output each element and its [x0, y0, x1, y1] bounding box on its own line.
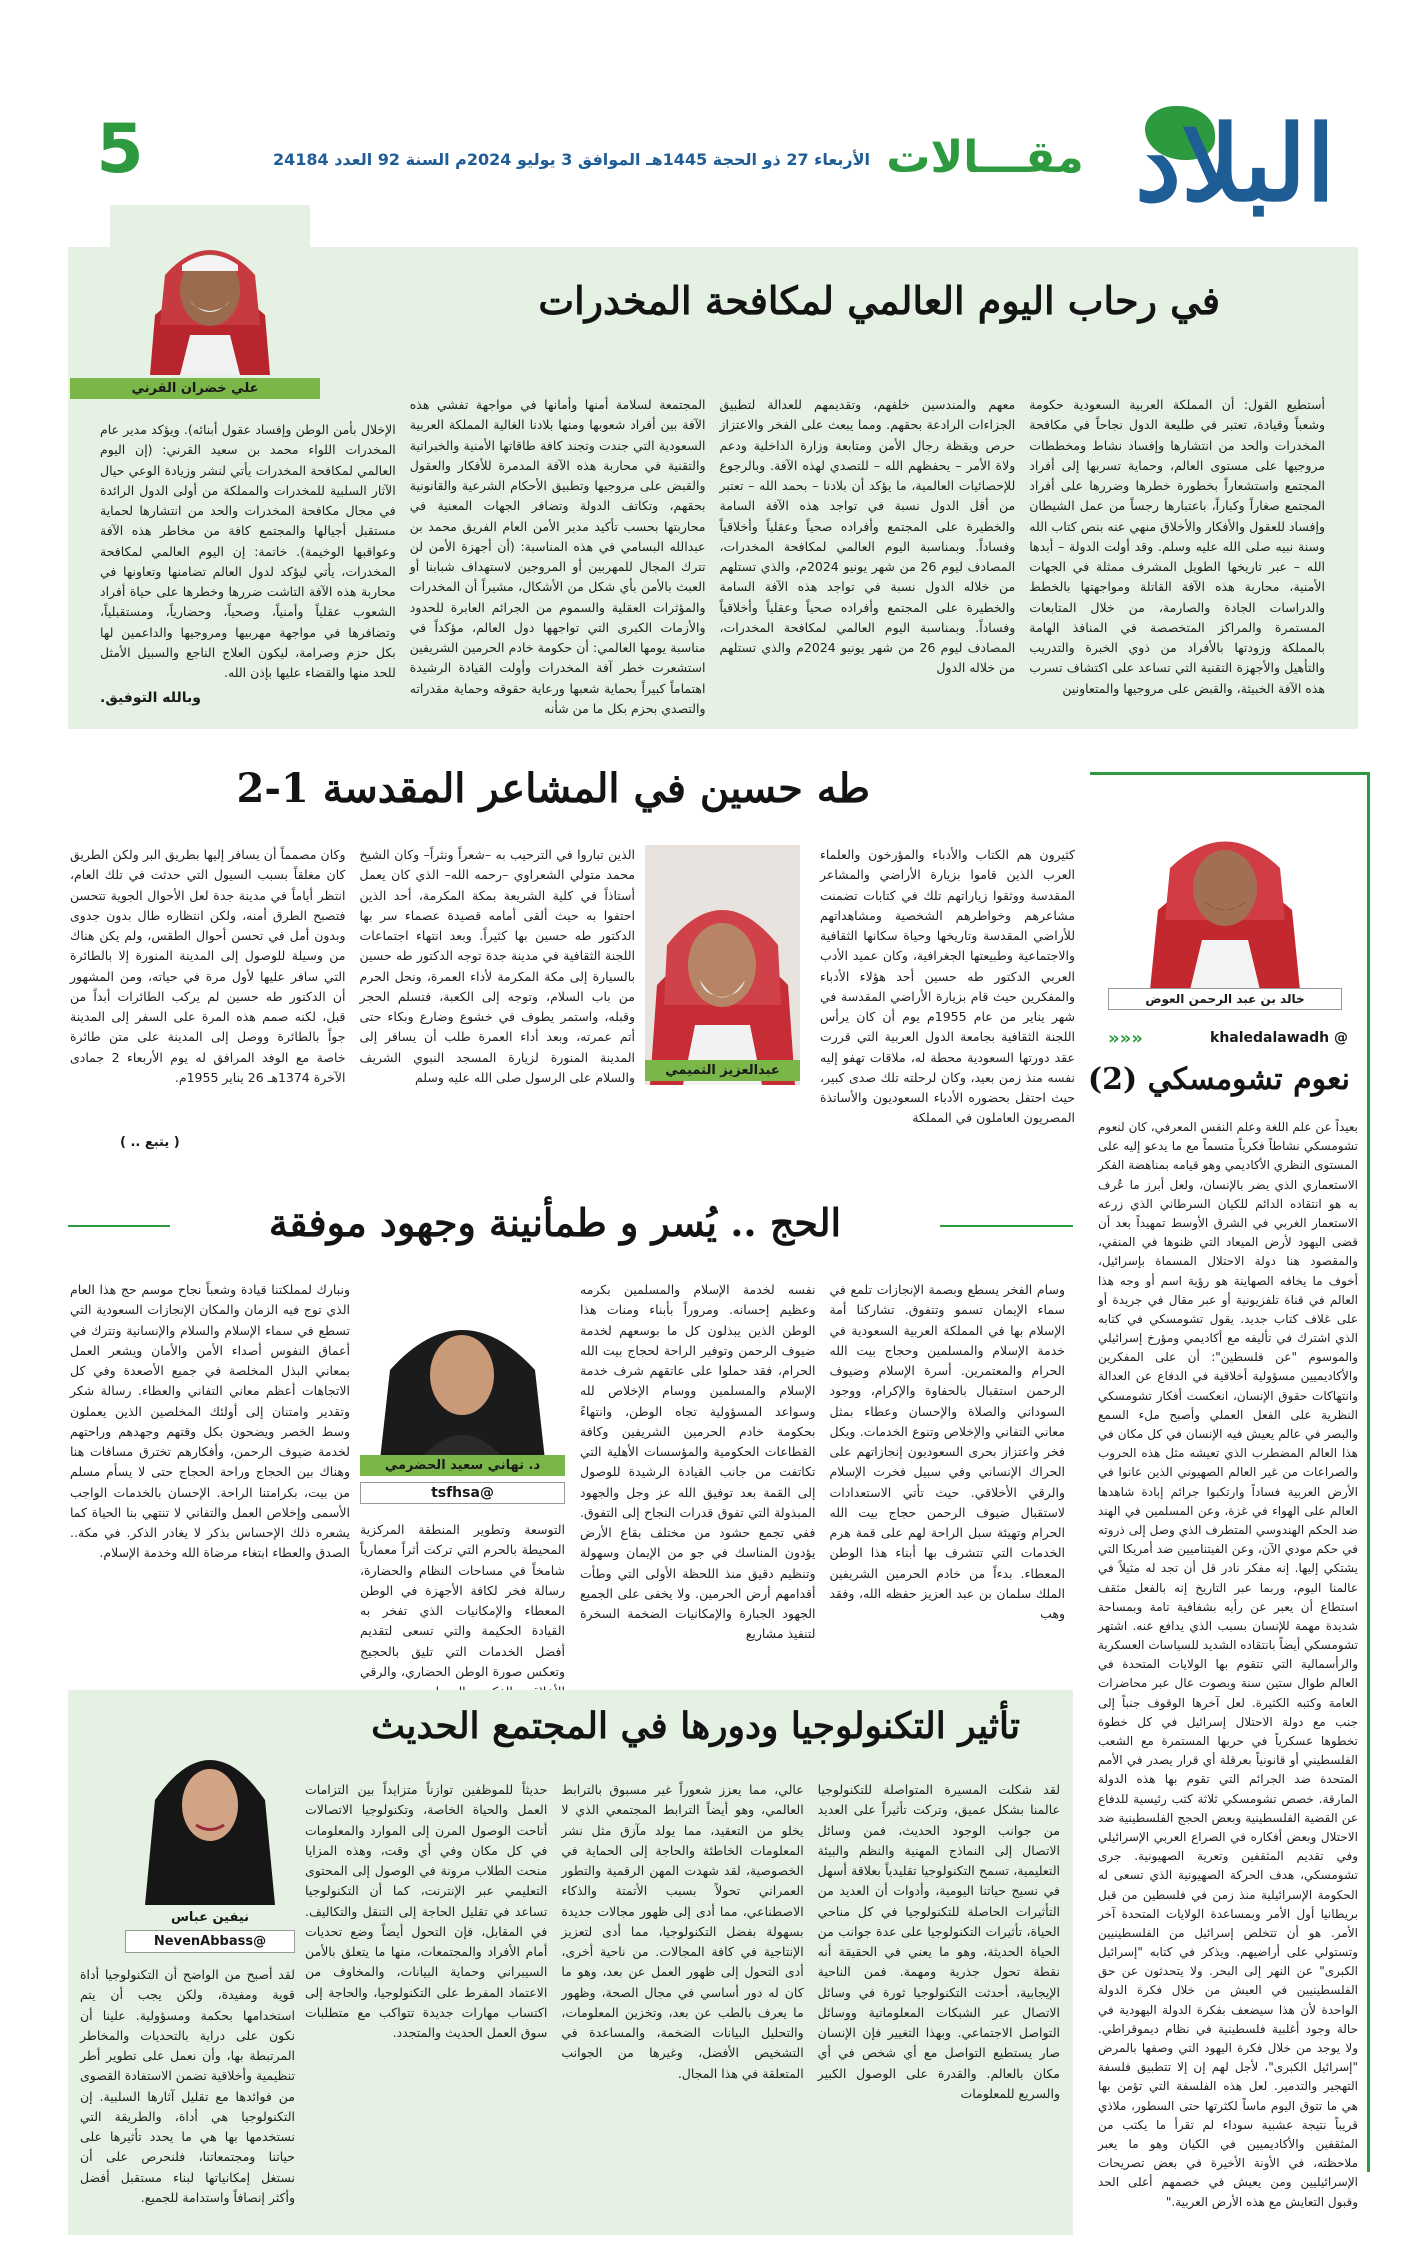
article-4-handle[interactable]: @NevenAbbass [125, 1930, 295, 1953]
author-name-tamimi: عبدالعزيز التميمي [645, 1060, 800, 1081]
sidebar-body: بعيداً عن علم اللغة وعلم النفس المعرفي، كان لنعوم تشومسكي نشاطاً فكرياً متسماً مع ما يدعو إليه على المستوى النظري الأكاديمي وهو قيامه بمناهضة الفكر الاستعماري الذي يضر بالإنسان، ولعل أبرز ما عُرف به هو انتقاده الدائم للكيان السرطاني الذي زرعه الاستعمار الغربي في الشرق الأوسط تمهيداً بعد أن قضى اليهود لأرض الميعاد التي ظنوها في المنفي، والمقصود هنا دولة الاحتلال المسماة بإسرائيل، أخوف ما يخافه الصهاينة هو رؤية اسم أو وجه هذا العالم في قناة تلفزيونية أو عبر مقال في جريدة أو على غلاف كتاب جديد. يقول تشومسكي في كتابه الذي اشترك في تأليفه مع أكاديمي ومؤرخ إسرائيلي والموسوم "عن فلسطين": أن على المفكرين والأكاديميين مسؤولية أخلاقية في الدفاع عن العدالة وانتهاكات حقوق الإنسان، انعكست أفكار تشومسكي النظرية على الفعل العملي وأصبح ملء السمع والبصر في عالم يعيش فيه الإنسان في كل مكان في هذا العالم المضطرب الذي تعيشه مثل هذه الحروب والصراعات من غير العالم الصهيوني الذين عانوا في الأرض العربية فساداً وارتكبوا جرائم إبادة شاهدها العالم على الهواء في غزة، وعن المسلمين في الهند ضد الحكم الهندوسي المتطرف الذي وصل إلى ذروته في حكم مودي الآن، وعن الفيتناميين ضد أمريكا التي يشتكي إليها. إنه مفكر نادر قل أن تجد له مثيلاً في عالمنا اليوم، وربما عبر التاريخ إنه بالفعل مثقف استطاع أن يعبر عن رأيه بشفافية تامة وبمساحة شديدة مهمة للإنسان بسبب الذي يدافع عنه. اشتهر تشومسكي أيضاً بانتقاده الشديد للسياسات العسكرية والرأسمالية التي تتقوم بها الولايات المتحدة في العالم طوال ستين سنة وبصوت عال عبر محاضرات العامة وكتبه الكثيرة. لعل آخرها الوقوف جنباً إلى جنب مع دولة الاحتلال إسرائيل في كل خطوة تخطوها عسكرياً في حربها المستمرة مع الشعب الفلسطيني أو قانونياً بعرقلة أي قرار يصدر في الأمم المتحدة ضد الجرائم التي تقوم بها هذه الدولة المارقة. خصص تشومسكي ثلاثة كتب رئيسية للدفاع عن القضية الفلسطينية وبعض الحجج الفلسطينية ضد الاحتلال وبعض أفكاره في الصراع العربي الإسرائيلي وفي تقديم المثقفين وتعرية الصهيونية. جرى تشومسكي، هدف الحركة الصهيونية الذي تسعى له الحكومة الإسرائيلية منذ زمن في فلسطين من قبل بريطانيا أول الأمر وبمساعدة الولايات المتحدة آخر الأمر. هو أن تتخلص إسرائيل من الفلسطينيين وتستولي على أراضيهم. ويذكر في كتابه "إسرائيل الكبرى" عن النهر إلى البحر. ولا يتحدثون عن حق الفلسطينيين في العيش من خلال فكرة الدولة الواحدة لأن هذا سيضعف بفكرة الدولة اليهودية في حالة وجود أغلبية فلسطينية في نظام ديموقراطي. ولا يوجد من خلال فكرة اليهود التي وصفها بالمرض "إسرائيل الكبرى"، لأجل لهم إن إلا تتطبيق فلسفة التهجير والتدمير. لعل هذه الفلسفة التي تؤمن بها هي ما تتوق اليوم ماساً لكثرتها حتى السطور، ملاذي قريباً نتيجة عشبية سوداء لم تقرأ ما يكتب من المثقفين والأكاديميين في الكيان وهو ما يعبر ملاحظته، في الأونة الأخيرة في بعض تصريحات الإسرائيليين ومن يعيش في خصمهم أعلى الحد وقبول التعايش مع هذه الأرض العربية." [1098, 1120, 1358, 2209]
article-3-title: الحج .. يُسر و طمأنينة وجهود موفقة [170, 1200, 940, 1266]
article-3-col-4: ونبارك لمملكتنا قيادة وشعباً نجاح موسم حج هذا العام الذي توج فيه الزمان والمكان الإنجازات السعودية التي تسطع في سماء الإسلام والسلام والإنسانية وتترك في أعماق النفوس أصداء الأمن والأمان ويشعر العمل بمعاني البذل المخلصة في جميع الأصعدة وفي كل الاتجاهات أعظم معاني التفاني والعطاء. رسالة شكر وتقدير وامتنان إلى أولئك المخلصين الذين يعملون وسط الخصر ويضحون بكل وقتهم وجهدهم وراحتهم لخدمة ضيوف الرحمن، وأفكارهم تخترق مسافات هنا وهناك بين الحجاج وراحة الحجاج حتى لا يسأم مسلم من بيت، بكرامتنا الراحة. الإحسان بالخدمات الواجب الأسمى وإخلاص العمل والتفاني لا تنتهي بنا الحياة كما يشعره ذلك الإحساس بذكر لا يغادر الذكر. في مكة.. الصدق والعطاء ابتغاء مرضاة الله وخدمة الإسلام. [70, 1282, 350, 1561]
chevrons-left-icon: ««« [1108, 1027, 1143, 1049]
article-4-title: تأثير التكنولوجيا ودورها في المجتمع الحديث [371, 1705, 1020, 1747]
article-1-col-1: أستطيع القول: أن المملكة العربية السعودية حكومة وشعباً وقيادة، تعتبر في طليعة الدول نجاحاً في مكافحة المخدرات والحد من انتشارها وإفساد نشاط ومخططات مروجيها على مستوى العالم، وحماية تسربها إلى أفراد المجتمع واستشعاراً بخطورة خطرها وضررها على أفراد المجتمع صغاراً وكباراً، باعتبارها رجساً من عمل الشيطان وإفساد للعقول والأفكار والأخلاق منهي عنه بنص كتاب الله وسنة نبيه صلى الله عليه وسلم. وقد أولت الدولة – أبدها الله – عبر تاريخها الطويل المشرف ممثلة في الجهات الأمنية، محاربة هذه الآفة القاتلة ومواجهتها بالخطط والدراسات الجادة والصارمة، من خلال المتابعات المستمرة والمراكز المتخصصة في المنافذ الهامة بالمملكة وزودتها بالأفراد من ذوي الخبرة والتدريب والتأهيل والأجهزة التقنية التي تساعد على اكتشاف تسرب هذه الآفة الخبيثة، والقبض على مروجيها والمتعاونين [1029, 397, 1325, 696]
article-3-handle[interactable]: @tsfhsa [360, 1482, 565, 1504]
article-3-col-3: التوسعة وتطوير المنطقة المركزية المحيطة بالحرم التي تركت أثراً معمارياً شامخاً في مساحات النظام والحضارة، رسالة فخر لكافة الأجهزة في الوطن المعطاء والإمكانيات الذي تفخر به القيادة الحكيمة والتي تسعى لتقديم أفضل الخدمات التي تليق بالحجيج وتعكس صورة الوطن الحضاري، والرقي [360, 1522, 565, 1679]
author-photo-ali-alqarni [110, 205, 310, 375]
sidebar-handle[interactable]: @ khaledalawadh [1210, 1030, 1348, 1046]
article-3-col-1: وسام الفخر يسطع وبصمة الإنجازات تلمع في سماء الإيمان تسمو وتتفوق. تشاركنا أمة الإسلام بها في المملكة العربية السعودية في خدمة الإسلام والمسلمين وحجاج بيت الله الحرام والمعتمرين. أسرة الإسلام وضيوف الرحمن استقبال بالحفاوة والإكرام، ووجود السوداني والصلاة والإحسان وعطاء بمثل معاني التفاني والإخلاص وتنوع الخدمات. ويكل فخر واعتزاز بحرى السعوديون إنجازاتهم على الحراك الإنساني وفي سبيل فخرت الإسلام والرقي الأخلاقي. حيث تأتي الاستعدادات لاستقبال ضيوف الرحمن حجاج بيت الله الحرام وتهيئة سبل الراحة لهم على قمة هرم الخدمات التي تتشرف بها أبناء هذا الوطن المعطاء. بدءاً من خادم الحرمين الشريفين الملك سلمان بن عبد العزيز حفظه الله، وفقد وهب [829, 1282, 1065, 1621]
article-3-body-mid [360, 1520, 565, 1679]
author-photo-tahani [360, 1280, 565, 1460]
article-1-closing: وبالله التوفيق. [100, 690, 201, 706]
author-name-khaled: خالد بن عبد الرحمن العوض [1108, 988, 1342, 1010]
article-4-col-2: عالي، مما يعزز شعوراً غير مسبوق بالترابط العالمي، وهو أيضاً الترابط المجتمعي الذي لا يخلو من التعقيد، مما يولد مآزق مثل نشر المعلومات الخاطئة والحاجة إلى الحماية في الخصوصية، لقد شهدت المهن الرقمية والتطور العمراني تحولاً بسبب الأتمتة والذكاء الاصطناعي، مما أدى إلى ظهور مجالات جديدة بسهولة بفضل التكنولوجيا، مما أدى لتعزيز الإنتاجية في كافة المجالات. من ناحية أخرى، أدى التحول إلى ظهور العمل عن بعد، وهو ما كان له دور أساسي في مجال الصحة، وظهور ما يعرف بالطب عن بعد، وتخزين المعلومات، والتحليل البيانات الضخمة، والمساعدة في التشخيص الأفضل، وغيرها من الجوانب المتعلقة في هذا المجال. [561, 1782, 804, 2081]
article-2-title: طه حسين في المشاعر المقدسة 1-2 [236, 765, 870, 812]
author-name-ali-alqarni: علي خضران القرني [70, 378, 320, 399]
article-2-col-3: وكان مصمماً أن يسافر إليها بطريق البر ولكن الطريق كان مغلقاً بسبب السيول التي حدثت في تلك العام، انتظر أياماً في مدينة جدة لعل الأحوال الجوية تتحسن فتصبح الطرق أمنه، ولكن انتظاره طال بدون جدوى وبدون أمل في تحسن أحوال الطقس، ولم يكن هناك من وسيلة للوصول إلى المدينة المنورة إلا بالطائرة التي سافر عليها لأول مرة في حياته، ومن المشهور أن الدكتور طه حسين لم يركب الطائرات أبداً من قبل، لكنه صمم هذه المرة على السفر إلى المدينة جواً بالطائرة ووصل إلى المدينة على متن طائرة خاصة مع الوفد المرافق له يوم الأربعاء 2 جمادى الآخرة 1374هـ 26 يناير 1955م. [70, 847, 346, 1085]
article-2-col-2: الذين تباروا في الترحيب به –شعراً ونثراً– وكان الشيخ محمد متولي الشعراوي –رحمه الله– الذي كان يعمل أستاذاً في كلية الشريعة بمكة المكرمة، أحد الذين احتفوا به حيث ألقى أمامه قصيدة عصماء سر بها الدكتور طه حسين بها كثيراً. وبعد انتهاء اجتماعات اللجنة الثقافية في مدينة جدة توجه الدكتور طه حسين بالسيارة إلى مكة المكرمة لأداء العمرة، ونحل الحرم من باب السلام، وتوجه إلى الكعبة، فتسلم الحجر وقبله، واستمر يطوف في خشوع وضارع وبكاء حتى أتم عمرته، وبعد أداء العمرة طلب أن يسافر إلى المدينة المنورة لزيارة المسجد النبوي الشريف والسلام على الرسول صلى الله عليه وسلم [359, 847, 635, 1085]
section-title: مقـــالات [886, 132, 1084, 183]
newspaper-logo[interactable]: البلاد [1134, 102, 1336, 225]
article-4-col-1: لقد شكلت المسيرة المتواصلة للتكنولوجيا عالمنا بشكل عميق، وتركت تأثيراً على العديد من جوانب الوجود الحديث، فمن وسائل الاتصال إلى النماذج المهنية والنظم والبيئة التعليمية، تسمح التكنولوجيا تقليدياً بعلاقة أسهل في نسيج حياتنا اليومية، وأدوات أن العديد من التأثيرات الحاصلة للتكنولوجيا في كل مناحي الحياة، تأثيرات التكنولوجيا على عدة جوانب من الحياة الحديثة، وهو ما يعني في الحقيقة أنه نقطة تحول جذرية ومهمة. فمن الناحية الإيجابية، أحدثت التكنولوجيا ثورة في وسائل الاتصال عبر الشبكات المعلوماتية ووسائل التواصل الاجتماعي. وبهذا التغيير فإن الإنسان صار يستطيع التواصل مع أي شخص في أي مكان بالعالم. والقدرة على الوصول الكبير والسريع للمعلومات [817, 1782, 1060, 2101]
sidebar-handle-row [1108, 1025, 1348, 1051]
article-2-closing: ( يتبع .. ) [120, 1135, 180, 1150]
page-number: 5 [96, 110, 144, 189]
issue-dateline: الأربعاء 27 ذو الحجة 1445هـ الموافق 3 يوليو 2024م السنة 92 العدد 24184 [272, 150, 870, 169]
author-photo-khaled [1110, 790, 1340, 990]
article-1-title: في رحاب اليوم العالمي لمكافحة المخدرات [538, 278, 1220, 323]
article-3-body-left [70, 1280, 350, 1670]
article-2-body-right [820, 845, 1075, 1205]
article-2-col-1: كثيرون هم الكتاب والأدباء والمؤرخون والعلماء العرب الذين قاموا بزيارة الأراضي والمشاعر المقدسة ووثقوا زياراتهم تلك في كتابات تضمنت مشاعرهم وخواطرهم الشخصية ومشاهداتهم للأراضي المقدسة وتاريخها وحياة سكانها الثقافية والاجتماعية وطبيعتها الجغرافية، وكان عميد الأدب العربي الدكتور طه حسين أحد هؤلاء الأدباء والمفكرين حيث قام بزيارة الأراضي المقدسة في شهر يناير من عام 1955م يوم أن كان يرأس اللجنة الثقافية بجامعة الدول العربية التي قررت عقد دورتها السعودية محطة له، ملاقات تهفو إليه نفسه منذ زمن بعيد، وكان لرحلته تلك صدى كبير، حيث احتفل بحضوره الأدباء السعوديون والأساتذة المصريون العاملون في المملكة [820, 847, 1075, 1126]
author-name-tahani: د. تهاني سعيد الحضرمي [360, 1455, 565, 1476]
article-1-col-3: المجتمعة لسلامة أمنها وأمانها في مواجهة تفشي هذه الآفة بين أفراد شعوبها ومنها بلادنا الغالية المملكة العربية السعودية التي جندت وتجند كافة طاقاتها الأمنية والخبراتية والتقنية في محاربة هذه الآفة المدمرة للأفكار والعقول والقبض على مروجيها وتطبيق الأحكام الشرعية والقانونية بحقهم، وتكاتف الدولة وتضافر الجهات المعنية في محاربتها بحسب تأكيد مدير الأمن العام الفريق محمد بن عبدالله البسامي في هذه المناسبة: (أن أجهزة الأمن لن تترك المجال للمهربين أو المروجين لاستهداف شبابنا أو العبث بالأمن بأي شكل من الأشكال، مشيراً أن المخدرات والمؤثرات العقلية والسموم من الجرائم العابرة للحدود والأزمات الكبرى التي تواجهها دول العالم، مؤكداً في مناسبة يومها العالمي: أن حكومة خادم الحرمين الشريفين استشعرت خطر آفة المخدرات وأولت القيادة الرشيدة اهتماماً كبيراً بحماية شعبها ورعاية حقوقه وحماية مقدراته والتصدي بحزم بكل ما من شأنه [409, 397, 706, 716]
author-photo-tamimi [645, 845, 800, 1085]
article-3-body-right [580, 1280, 1065, 1670]
article-4-col-3: حديثاً للموظفين توازناً متزايداً بين التزامات العمل والحياة الخاصة، وتكنولوجيا الاتصالات أتاحت الوصول المرن إلى الموارد والمعلومات في كل مكان وفي أي وقت، وهذه المزايا منحت الطلاب مرونة في الوصول إلى المحتوى التعليمي عبر الإنترنت، كما أن التكنولوجيا تساعد في تقليل الحاجة إلى التنقل والتكاليف. في المقابل، فإن التحول أيضاً وضع تحديات أمام الأفراد والمجتمعات، منها ما يتعلق بالأمن السيبراني وحماية البيانات، والمخاوف من الاعتماد المفرط على التكنولوجيا، والحاجة إلى اكتساب مهارات جديدة تتواكب مع متطلبات سوق العمل الحديث والمتجدد. [305, 1782, 548, 2040]
author-name-neven: نيفين عباس [170, 1910, 250, 1925]
sidebar-title: نعوم تشومسكي (2) [1087, 1062, 1350, 1097]
article-4-col-4: لقد أصبح من الواضح أن التكنولوجيا أداة قوية ومفيدة، ولكن يجب أن يتم استخدامها بحكمة ومسؤولية. علينا أن نكون على دراية بالتحديات والمخاطر المرتبطة بها، وأن نعمل على تطوير أطر تنظيمية وأخلاقية تضمن الاستفادة القصوى من فوائدها مع تقليل آثارها السلبية. إن التكنولوجيا هي أداة، والطريقة التي نستخدمها بها هي ما يحدد تأثيرها على حياتنا ومجتمعاتنا، فلنحرص على أن نستغل إمكانياتها لبناء مستقبل أفضل وأكثر إنصافاً واستدامة للجميع. [80, 1967, 295, 2205]
article-4-body-left [80, 1965, 295, 2220]
author-photo-neven [130, 1710, 290, 1905]
article-1-col-4: الإخلال بأمن الوطن وإفساد عقول أبنائه). ويؤكد مدير عام المخدرات اللواء محمد بن سعيد القرني: (إن اليوم العالمي لمكافحة المخدرات يأتي لنشر وزيادة الوعي حيال الآثار السلبية للمخدرات والمملكة من أولى الدول الرائدة في مجال مكافحة المخدرات والحد من انتشارها لحماية مستقبل أجيالها والمجتمع كافة من مخاطر هذه الآفة وعواقبها الوخيمة). خاتمة: إن اليوم العالمي لمكافحة المخدرات، يأتي ليؤكد لدول العالم تضامنها وتعاونها في محاربة هذه الآفة التاشت ضررها وخطرها على حياة أفراد الشعوب عقلياً وأمنياً، وصحياً، وحضارياً، ومستقبلياً، وتضافرها في مواجهة مهربيها ومروجيها والداعمين لها بكل حزم وصرامة، ليكون العلاج الناجع والسبيل الأمثل للحد منها والقضاء عليها بإذن الله. [100, 422, 396, 680]
article-1-col-2: معهم والمندسين خلفهم، وتقديمهم للعدالة لتطبيق الجزاءات الرادعة بحقهم. ومما يبعث على الفخر والاعتزاز حرص ويقظة رجال الأمن ومتابعة وزارة الداخلية ودعم ولاة الأمر – يحفظهم الله – للتصدي لهذه الآفة. وبالرجوع للإحصائيات العالمية، ما يؤكد أن بلادنا – بحمد الله – تعتبر من أقل الدول نسبة في تواجد هذه الآفة السامة والخطيرة على المجتمع وأفراده صحياً وعقلياً وأخلاقياً وفساداً. وبمناسبة اليوم العالمي لمكافحة المخدرات، المصادف ليوم 26 من شهر يونيو 2024م، والذي تستلهم من خلاله الدول نسبة في تواجد هذه الآفة السامة والخطيرة على المجتمع وأفراده صحياً وعقلياً وأخلاقياً وفساداً. وبمناسبة اليوم العالمي لمكافحة المخدرات، المصادف ليوم 26 من شهر يونيو 2024م والذي تستلهم من خلاله الدول [719, 397, 1016, 676]
article-3-col-2: نفسه لخدمة الإسلام والمسلمين بكرمه وعظيم إحسانه. ومروراً بأبناء ومنات هذا الوطن الذين يبذلون كل ما بوسعهم لخدمة ضيوف الرحمن وتوفير الراحة لحجاج بيت الله الحرام، فقد حملوا على عاتقهم شرف خدمة الإسلام والمسلمين ووسام الإخلاص لله وسواعد المسؤولية تجاه الوطن، وانتهاءً بحكومة خادم الحرمين الشريفين وكافة القطاعات الحكومية والمؤسسات الأهلية التي تكاتفت من جانب القيادة الرشيدة للوصول إلى القمة بعد توفيق الله عز وجل والجهود المبذولة التي تفوق قدرات النجاح إلى التفوق. ففي تجمع حشود من مختلف بقاع الأرض يؤدون المناسك في جو من الإيمان وسهولة وتنظيم دقيق منذ اللحظة الأولى التي وطأت أقدامهم أرض الحرمين. ولا يخفى على الجميع الجهود الجبارة والإمكانيات الضخمة السخرة لتنفيذ مشاريع [580, 1282, 816, 1642]
article-2-body-left [70, 845, 635, 1205]
article-4-body [305, 1780, 1060, 2220]
